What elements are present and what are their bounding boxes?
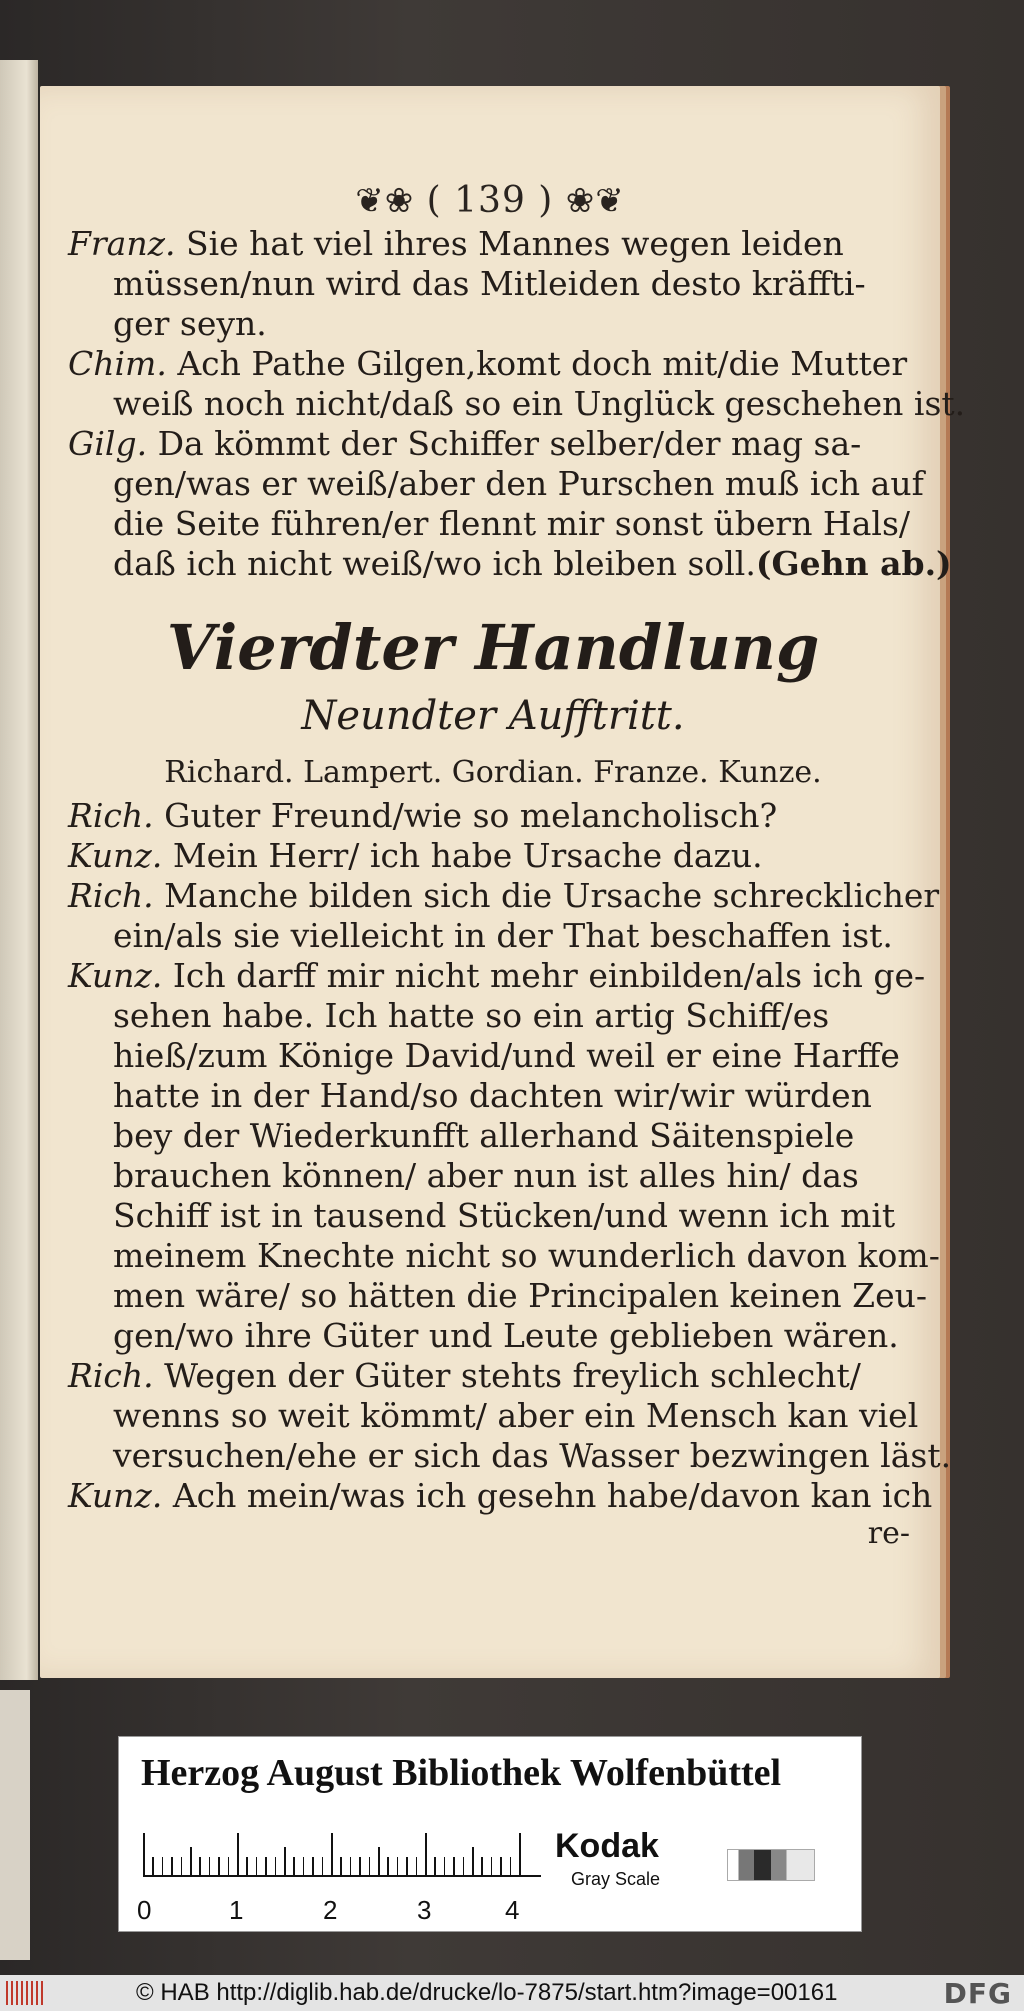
text-line <box>68 384 966 424</box>
ruler-tick <box>228 1857 230 1877</box>
text-line <box>68 424 918 464</box>
ornament-left-icon: ❦❀ <box>355 181 415 221</box>
speaker-name: Franz. <box>68 224 176 263</box>
line-text: Schiff ist in tausend Stücken/und wenn ich mit <box>113 1196 896 1235</box>
gray-scale-label: Gray Scale <box>571 1869 661 1889</box>
line-text: ein/als sie vielleicht in der That beschaffen ist. <box>113 916 893 955</box>
ruler-tick <box>293 1857 295 1877</box>
speaker-name: Kunz. <box>68 956 163 995</box>
ruler-tick <box>425 1833 427 1877</box>
line-text: die Seite führen/er flennt mir sonst übern Hals/ <box>113 504 910 543</box>
line-text: ger seyn. <box>113 304 267 343</box>
cast-list: Richard. Lampert. Gordian. Franze. Kunze. <box>164 755 822 790</box>
line-text: versuchen/ehe er sich das Wasser bezwingen läst. <box>113 1436 952 1475</box>
ruler-tick <box>463 1857 465 1877</box>
dfg-logo: DFG <box>943 1977 1012 2010</box>
text-line <box>68 264 918 304</box>
text-line <box>68 504 918 544</box>
ruler-label-1: 1 <box>229 1895 244 1925</box>
gray-patches <box>727 1849 815 1881</box>
text-line <box>68 1116 918 1156</box>
line-text: men wäre/ so hätten die Principalen keinen Zeu- <box>113 1276 928 1315</box>
text-line <box>68 344 918 384</box>
dialogue-block-2 <box>68 796 952 1516</box>
line-text: Ich darff mir nicht mehr einbilden/als ich ge- <box>172 956 926 995</box>
text-line <box>68 996 918 1036</box>
speaker-name: Rich. <box>68 796 154 835</box>
ruler-tick <box>444 1857 446 1877</box>
ruler-tick <box>181 1857 183 1877</box>
line-text: sehen habe. Ich hatte so ein artig Schiff/es <box>113 996 830 1035</box>
text-line <box>68 1076 918 1116</box>
text-line <box>68 1276 928 1316</box>
scene-heading: Neundter Aufftritt. <box>301 693 685 739</box>
dialogue-block-1 <box>68 224 966 584</box>
ruler-tick <box>378 1847 380 1877</box>
text-line <box>68 464 924 504</box>
text-line <box>68 916 918 956</box>
line-text: Guter Freund/wie so melancholisch? <box>164 796 778 835</box>
ruler-tick <box>491 1857 493 1877</box>
ruler-tick <box>209 1857 211 1877</box>
barcode-icon <box>6 1981 44 2005</box>
book-page <box>40 86 966 1678</box>
ruler-tick <box>312 1857 314 1877</box>
line-text: Wegen der Güter stehts freylich schlecht/ <box>164 1356 861 1395</box>
ruler-tick <box>303 1857 305 1877</box>
catchword: re- <box>867 1516 910 1551</box>
line-text: Ach Pathe Gilgen,komt doch mit/die Mutter <box>177 344 908 383</box>
ruler-tick <box>331 1833 333 1877</box>
kodak-logo: Kodak <box>555 1827 659 1865</box>
ruler-label-0: 0 <box>137 1895 152 1925</box>
text-line <box>68 876 940 916</box>
line-text: bey der Wiederkunfft allerhand Säitenspiele <box>113 1116 855 1155</box>
ruler-tick <box>199 1857 201 1877</box>
speaker-name: Rich. <box>68 876 154 915</box>
ruler-tick <box>246 1857 248 1877</box>
text-line <box>68 1196 918 1236</box>
ruler-tick <box>340 1857 342 1877</box>
speaker-name: Gilg. <box>68 424 148 463</box>
text-line <box>68 544 952 584</box>
line-text: Ach mein/was ich gesehn habe/davon kan ich <box>172 1476 933 1515</box>
text-line <box>68 1396 918 1436</box>
line-text: daß ich nicht weiß/wo ich bleiben soll. <box>113 544 756 583</box>
line-text: hatte in der Hand/so dachten wir/wir würden <box>113 1076 872 1115</box>
line-text: Sie hat viel ihres Mannes wegen leiden <box>185 224 844 263</box>
ruler-tick <box>190 1847 192 1877</box>
text-line <box>68 1356 918 1396</box>
text-line <box>68 1316 918 1356</box>
line-text: weiß noch nicht/daß so ein Unglück geschehen ist. <box>113 384 966 423</box>
ruler-label-4: 4 <box>505 1895 520 1925</box>
text-line <box>68 956 926 996</box>
ruler-tick <box>472 1847 474 1877</box>
ruler-tick <box>162 1857 164 1877</box>
speaker-name: Kunz. <box>68 1476 163 1515</box>
ruler-tick <box>397 1857 399 1877</box>
text-line <box>68 836 918 876</box>
line-text: Manche bilden sich die Ursache schrecklicher <box>164 876 940 915</box>
ruler-tick <box>275 1857 277 1877</box>
line-text: müssen/nun wird das Mitleiden desto kräffti- <box>113 264 866 303</box>
color-target <box>118 1736 862 1932</box>
ruler-tick <box>481 1857 483 1877</box>
ruler-tick <box>152 1857 154 1877</box>
text-line <box>68 1156 918 1196</box>
ruler-tick <box>265 1857 267 1877</box>
ruler-tick <box>519 1833 521 1877</box>
footer-bar <box>0 1975 1024 2011</box>
ruler-tick <box>406 1857 408 1877</box>
page-number: ( 139 ) <box>426 180 554 221</box>
text-line <box>68 1436 952 1476</box>
ruler-tick <box>237 1833 239 1877</box>
ruler-tick <box>453 1857 455 1877</box>
line-text: hieß/zum Könige David/und weil er eine Harffe <box>113 1036 900 1075</box>
act-heading: Vierdter Handlung <box>166 611 820 684</box>
library-name: Herzog August Bibliothek Wolfenbüttel <box>141 1752 782 1794</box>
ruler-tick <box>434 1857 436 1877</box>
ornament-right-icon: ❀❦ <box>565 181 625 221</box>
ruler-tick <box>387 1857 389 1877</box>
previous-page-edge <box>0 60 38 1680</box>
stage-direction: (Gehn ab.) <box>755 544 952 583</box>
ruler-tick <box>350 1857 352 1877</box>
line-text: brauchen können/ aber nun ist alles hin/ das <box>113 1156 859 1195</box>
line-text: Da kömmt der Schiffer selber/der mag sa- <box>157 424 862 463</box>
line-text: gen/wo ihre Güter und Leute geblieben wären. <box>113 1316 899 1355</box>
ruler-label-3: 3 <box>417 1895 432 1925</box>
speaker-name: Chim. <box>68 344 167 383</box>
ruler-tick <box>284 1847 286 1877</box>
ruler-tick <box>359 1857 361 1877</box>
page-header <box>40 180 940 221</box>
text-line <box>68 304 918 344</box>
ruler-tick <box>143 1833 145 1877</box>
line-text: meinem Knechte nicht so wunderlich davon kom- <box>113 1236 940 1275</box>
speaker-name: Kunz. <box>68 836 163 875</box>
text-line <box>68 224 918 264</box>
line-text: wenns so weit kömmt/ aber ein Mensch kan viel <box>113 1396 919 1435</box>
ruler-tick <box>369 1857 371 1877</box>
text-line <box>68 1476 933 1516</box>
ruler <box>143 1831 541 1879</box>
ruler-tick <box>510 1857 512 1877</box>
ruler-tick <box>256 1857 258 1877</box>
speaker-name: Rich. <box>68 1356 154 1395</box>
page-text <box>68 224 966 1551</box>
ruler-tick <box>218 1857 220 1877</box>
line-text: gen/was er weiß/aber den Purschen muß ich auf <box>113 464 924 503</box>
text-line <box>68 1236 940 1276</box>
ruler-tick <box>322 1857 324 1877</box>
text-line <box>68 1036 918 1076</box>
previous-page-edge-lower <box>0 1690 30 1960</box>
ruler-label-2: 2 <box>323 1895 338 1925</box>
text-line <box>68 796 918 836</box>
ruler-tick <box>500 1857 502 1877</box>
ruler-tick <box>171 1857 173 1877</box>
ruler-tick <box>416 1857 418 1877</box>
line-text: Mein Herr/ ich habe Ursache dazu. <box>172 836 763 875</box>
footer-copyright-link[interactable]: © HAB http://diglib.hab.de/drucke/lo-7875/start.htm?image=00161 <box>136 1979 838 2006</box>
